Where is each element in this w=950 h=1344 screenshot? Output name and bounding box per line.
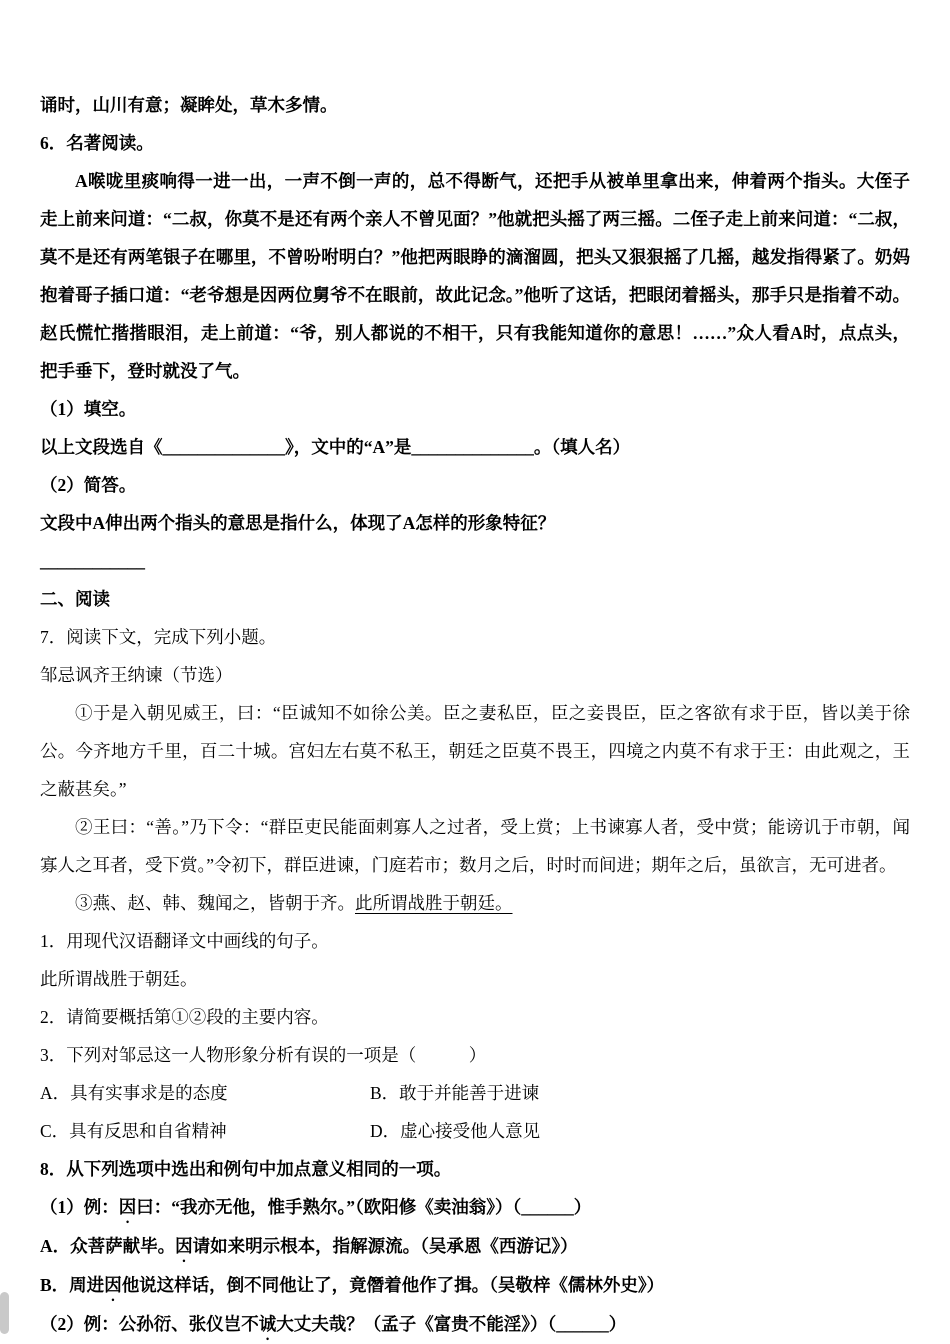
question-7-sub2: 2．请简要概括第①②段的主要内容。 <box>40 1007 329 1027</box>
option-b-prefix: B．周进 <box>40 1275 105 1295</box>
example-2-dotted-char: 诚 <box>258 1314 277 1334</box>
example-2-prefix: （2）例：公孙衍、张仪岂不 <box>40 1314 259 1334</box>
scrollbar-thumb[interactable] <box>0 1292 9 1334</box>
option-a-dotted-char: 因 <box>175 1236 193 1256</box>
option-a-suffix: 请如来明示根本，指解源流。（吴承恩《西游记》） <box>192 1236 578 1256</box>
question-6-part2-text: 文段中A伸出两个指头的意思是指什么，体现了A怎样的形象特征？ <box>40 513 556 533</box>
option-a-prefix: A．众菩萨献毕。 <box>40 1236 176 1256</box>
question-7-sub1-sentence: 此所谓战胜于朝廷。 <box>40 969 198 989</box>
question-6-part1-fill-line: 以上文段选自《______________》，文中的“A”是______________。（填人名） <box>40 437 631 457</box>
question-7-passage-title: 邹忌讽齐王纳谏（节选） <box>40 665 233 685</box>
question-7-sub1: 1．用现代汉语翻译文中画线的句子。 <box>40 931 329 951</box>
option-a: A．具有实事求是的态度 <box>40 1083 228 1103</box>
question-8-option-b <box>40 1266 910 1305</box>
question-8-example-2 <box>40 1305 910 1344</box>
option-c: C．具有反思和自省精神 <box>40 1121 227 1141</box>
option-d: D．虚心接受他人意见 <box>370 1121 541 1141</box>
question-7-options-row-2 <box>40 1112 910 1150</box>
option-b-dotted-char: 因 <box>104 1275 122 1295</box>
option-b: B．敢于并能善于进谏 <box>370 1083 540 1103</box>
intro-line: 诵时，山川有意；凝眸处，草木多情。 <box>40 95 338 115</box>
question-7-paragraph-2: ②王曰：“善。”乃下令：“群臣吏民能面刺寡人之过者，受上赏；上书谏寡人者，受中赏；能谤讥于市朝，闻寡人之耳者，受下赏。”令初下，群臣进谏，门庭若市；数月之后，时时而间进；期年之后，虽欲言，无可进者。 <box>40 817 910 875</box>
question-6-part2-label: （2）简答。 <box>40 475 137 495</box>
example-1-suffix: 曰：“我亦无他，惟手熟尔。”（欧阳修《卖油翁》）（______） <box>136 1197 592 1217</box>
question-7-options-row-1 <box>40 1074 910 1112</box>
question-6-heading: 6．名著阅读。 <box>40 133 154 153</box>
question-7-paragraph-1: ①于是入朝见威王，曰：“臣诚知不如徐公美。臣之妻私臣，臣之妾畏臣，臣之客欲有求于臣，皆以美于徐公。今齐地方千里，百二十城。宫妇左右莫不私王，朝廷之臣莫不畏王，四境之内莫不有求于王：由此观之，王之蔽甚矣。” <box>40 703 910 799</box>
example-1-dotted-char: 因 <box>118 1197 137 1217</box>
paragraph-3-text: ③燕、赵、韩、魏闻之，皆朝于齐。 <box>75 893 355 913</box>
question-6-answer-blank: ____________ <box>40 551 145 571</box>
section-2-title: 二、阅读 <box>40 589 110 609</box>
question-6-part1-label: （1）填空。 <box>40 399 137 419</box>
question-8-heading: 8．从下列选项中选出和例句中加点意义相同的一项。 <box>40 1159 452 1179</box>
question-7-sub3: 3．下列对邹忌这一人物形象分析有误的一项是（ ） <box>40 1045 487 1065</box>
question-8-option-a <box>40 1227 910 1266</box>
example-1-prefix: （1）例： <box>40 1197 119 1217</box>
option-b-suffix: 他说这样话，倒不同他让了，竟僭着他作了揖。（吴敬梓《儒林外史》） <box>121 1275 665 1295</box>
question-7-heading: 7．阅读下文，完成下列小题。 <box>40 627 277 647</box>
example-2-suffix: 大丈夫哉？（孟子《富贵不能淫》）（______） <box>276 1314 627 1334</box>
question-8-example-1 <box>40 1188 910 1227</box>
question-7-paragraph-3 <box>40 884 910 922</box>
question-6-passage: A喉咙里痰响得一进一出，一声不倒一声的，总不得断气，还把手从被单里拿出来，伸着两个指头。大侄子走上前来问道：“二叔，你莫不是还有两个亲人不曾见面？”他就把头摇了两三摇。二侄子走上前来问道：“二叔，莫不是还有两笔银子在哪里，不曾吩咐明白？”他把两眼睁的滴溜圆，把头又狠狠摇了几摇，越发指得紧了。奶妈抱着哥子插口道：“老爷想是因两位舅爷不在眼前，故此记念。”他听了这话，把眼闭着摇头，那手只是指着不动。赵氏慌忙揩揩眼泪，走上前道：“爷，别人都说的不相干，只有我能知道你的意思！……”众人看A时，点点头，把手垂下，登时就没了气。 <box>40 171 910 381</box>
paragraph-3-underlined-sentence: 此所谓战胜于朝廷。 <box>355 893 513 913</box>
